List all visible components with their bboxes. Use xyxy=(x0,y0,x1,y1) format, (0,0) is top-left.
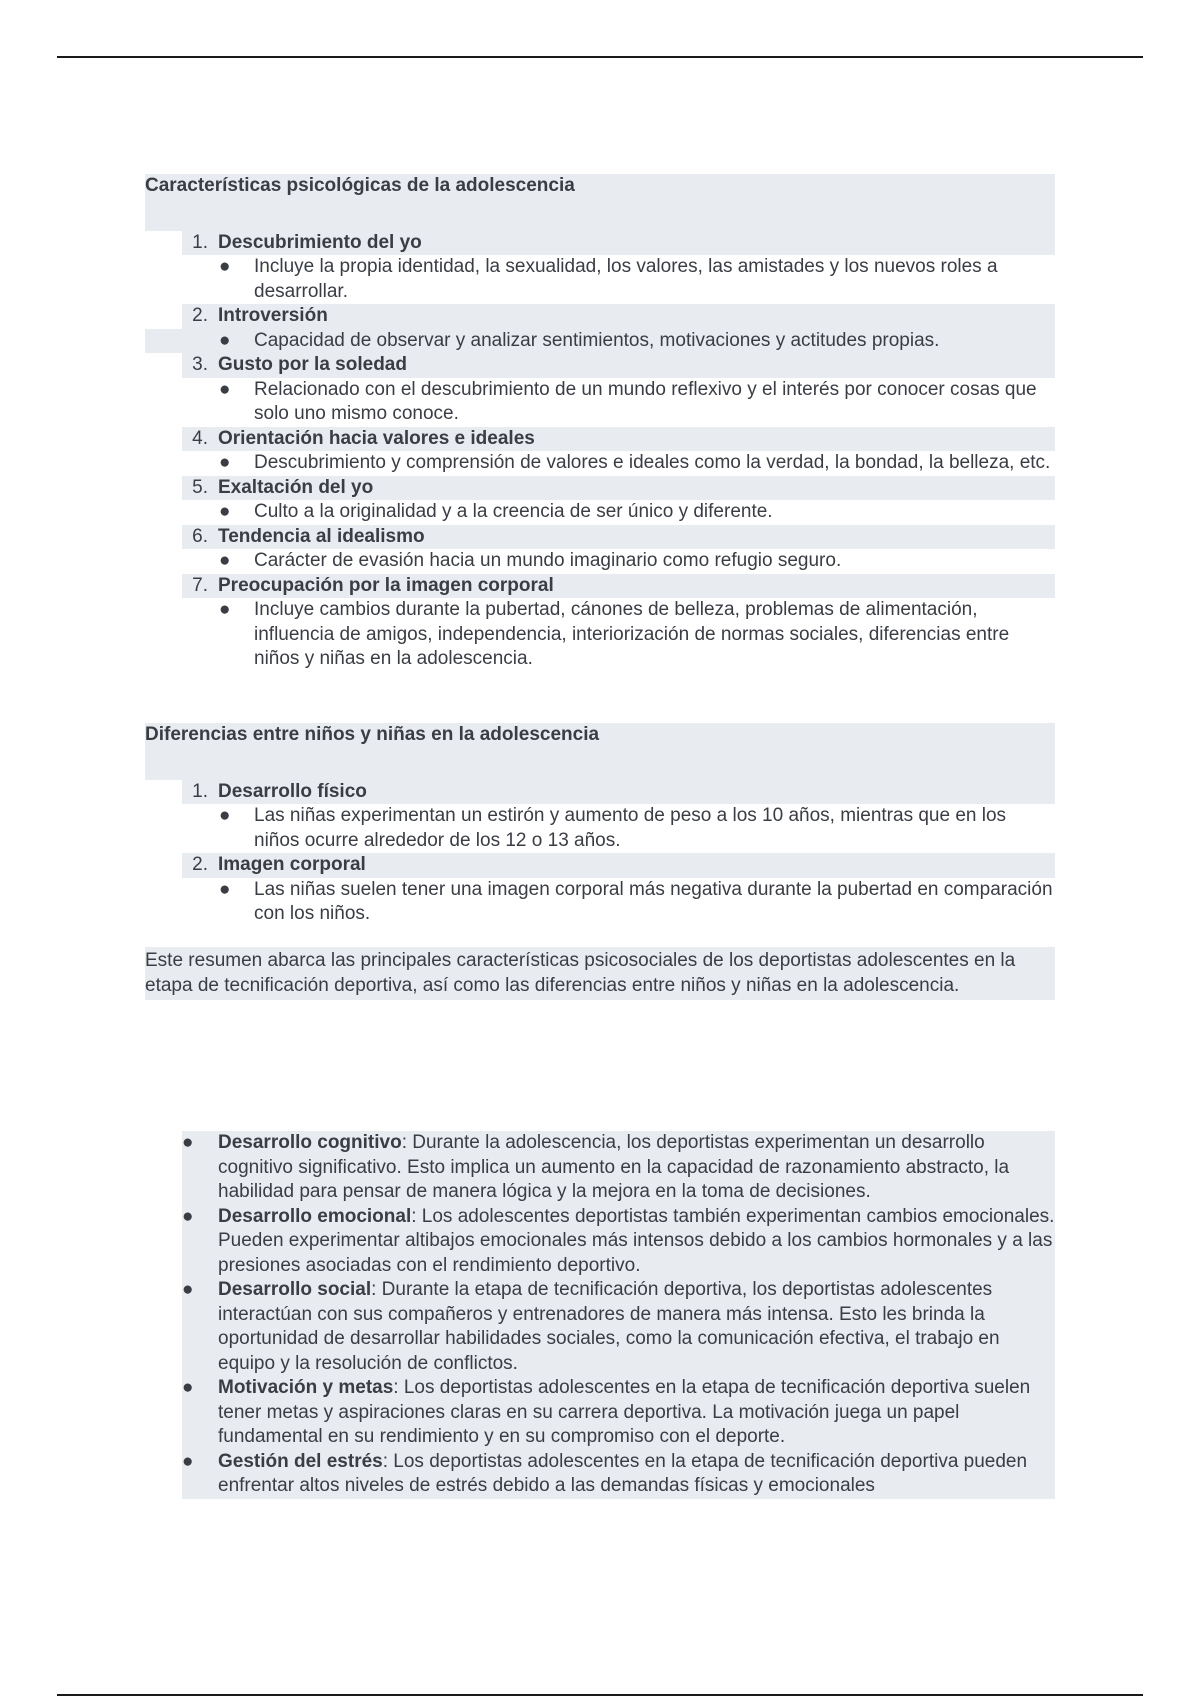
item-description: ● Las niñas suelen tener una imagen corporal más negativa durante la pubertad en comparación con los niños. xyxy=(219,878,1053,924)
item-title: 5. Exaltación del yo xyxy=(182,476,1055,501)
bullet-term: Desarrollo emocional xyxy=(218,1205,412,1227)
bullet-icon: ● xyxy=(219,550,231,571)
bullet-term: Desarrollo cognitivo xyxy=(218,1132,402,1153)
bullet-icon: ● xyxy=(219,878,231,900)
item-description: ● Incluye la propia identidad, la sexualidad, los valores, las amistades y los nuevos roles a desarrollar. xyxy=(219,256,998,302)
list-item xyxy=(182,427,1055,476)
numbered-list xyxy=(145,780,1055,927)
list-item xyxy=(182,1131,1055,1205)
item-description: ● Culto a la originalidad y a la creencia de ser único y diferente. xyxy=(145,500,1055,525)
list-item xyxy=(182,1278,1055,1376)
item-description: ● Las niñas experimentan un estirón y aumento de peso a los 10 años, mientras que en los niños ocurre alrededor de los 12 o 13 años. xyxy=(219,805,1007,851)
bullet-icon: ● xyxy=(219,501,231,522)
section-title: Diferencias entre niños y niñas en la adolescencia xyxy=(145,723,1055,780)
list-item xyxy=(182,780,1055,854)
item-description: ● Descubrimiento y comprensión de valores e ideales como la verdad, la bondad, la belleza, etc. xyxy=(145,451,1055,476)
bullet-list xyxy=(182,1131,1055,1499)
bullet-text: : Los deportistas adolescentes en la etapa de tecnificación deportiva suelen tener metas y aspiraciones claras en su carrera deportiva. La motivación juega un papel fundamental en su rendimiento y en su compromiso con el deporte. xyxy=(218,1377,1031,1447)
bullet-icon: ● xyxy=(219,452,231,473)
bullet-text: : Los deportistas adolescentes en la etapa de tecnificación deportiva pueden enfrentar altos niveles de estrés debido a las demandas físicas y emocionales xyxy=(218,1450,1028,1496)
section-gender-differences xyxy=(145,723,1055,927)
item-title: 6. Tendencia al idealismo xyxy=(182,525,1055,550)
list-item xyxy=(182,476,1055,525)
item-description: ● Carácter de evasión hacia un mundo imaginario como refugio seguro. xyxy=(145,549,1055,574)
bullet-icon: ● xyxy=(182,1279,194,1300)
bullet-icon: ● xyxy=(219,329,231,351)
item-title: 1. Desarrollo físico xyxy=(182,780,1055,805)
top-rule xyxy=(57,56,1143,58)
item-title: 2. Imagen corporal xyxy=(182,853,1055,878)
section-psychological-traits xyxy=(145,174,1055,672)
item-title: 2. Introversión xyxy=(182,304,1055,329)
summary-paragraph xyxy=(145,947,1055,1000)
item-description: ● Incluye cambios durante la pubertad, cánones de belleza, problemas de alimentación, influencia de amigos, independencia, interiorización de normas sociales, diferencias entre niños y niñas en la adolescencia. xyxy=(219,599,1010,669)
list-item xyxy=(182,304,1055,353)
section-title: Características psicológicas de la adolescencia xyxy=(145,174,1055,231)
bullet-icon: ● xyxy=(219,256,231,277)
numbered-list xyxy=(145,231,1055,672)
list-item xyxy=(182,525,1055,574)
bottom-rule xyxy=(57,1694,1143,1696)
bullet-icon: ● xyxy=(182,1132,194,1153)
list-item xyxy=(182,1450,1055,1499)
bullet-term: Desarrollo social xyxy=(218,1279,372,1300)
bullet-icon: ● xyxy=(182,1377,194,1398)
bullet-term: Motivación y metas xyxy=(218,1377,394,1398)
item-title: 3. Gusto por la soledad xyxy=(182,353,1055,378)
item-title: 4. Orientación hacia valores e ideales xyxy=(182,427,1055,452)
list-item xyxy=(182,231,1055,305)
list-item xyxy=(182,853,1055,927)
bullet-icon: ● xyxy=(182,1450,194,1472)
bullet-icon: ● xyxy=(219,378,231,400)
bullet-text: : Los adolescentes deportistas también experimentan cambios emocionales. Pueden experimentar altibajos emocionales más intensos debido a los cambios hormonales y a las presiones asociadas con el rendimiento deportivo. xyxy=(218,1205,1055,1276)
list-item xyxy=(182,1376,1055,1450)
list-item xyxy=(182,574,1055,672)
item-title: 7. Preocupación por la imagen corporal xyxy=(182,574,1055,599)
item-description: ● Capacidad de observar y analizar sentimientos, motivaciones y actitudes propias. xyxy=(145,329,1055,354)
bullet-text: : Durante la etapa de tecnificación deportiva, los deportistas adolescentes interactúan con sus compañeros y entrenadores de manera más intensa. Esto les brinda la oportunidad de desarrollar habilidades sociales, como la comunicación efectiva, el trabajo en equipo y la resolución de conflictos. xyxy=(218,1279,1000,1374)
bullet-icon: ● xyxy=(219,599,231,620)
summary-text: Este resumen abarca las principales características psicosociales de los deportistas adolescentes en la etapa de tecnificación deportiva, así como las diferencias entre niños y niñas en la adolescencia. xyxy=(145,950,1016,996)
bullet-icon: ● xyxy=(182,1205,194,1227)
bullet-text: : Durante la adolescencia, los deportistas experimentan un desarrollo cognitivo significativo. Esto implica un aumento en la capacidad de razonamiento abstracto, la habilidad para pensar de manera lógica y la mejora en la toma de decisiones. xyxy=(218,1132,1010,1202)
bullet-term: Gestión del estrés xyxy=(218,1450,383,1472)
list-item xyxy=(182,1205,1055,1279)
item-description: ● Relacionado con el descubrimiento de un mundo reflexivo y el interés por conocer cosas que solo uno mismo conoce. xyxy=(219,378,1037,424)
bullet-icon: ● xyxy=(219,805,231,826)
list-item xyxy=(182,353,1055,427)
item-title: 1. Descubrimiento del yo xyxy=(182,231,1055,256)
